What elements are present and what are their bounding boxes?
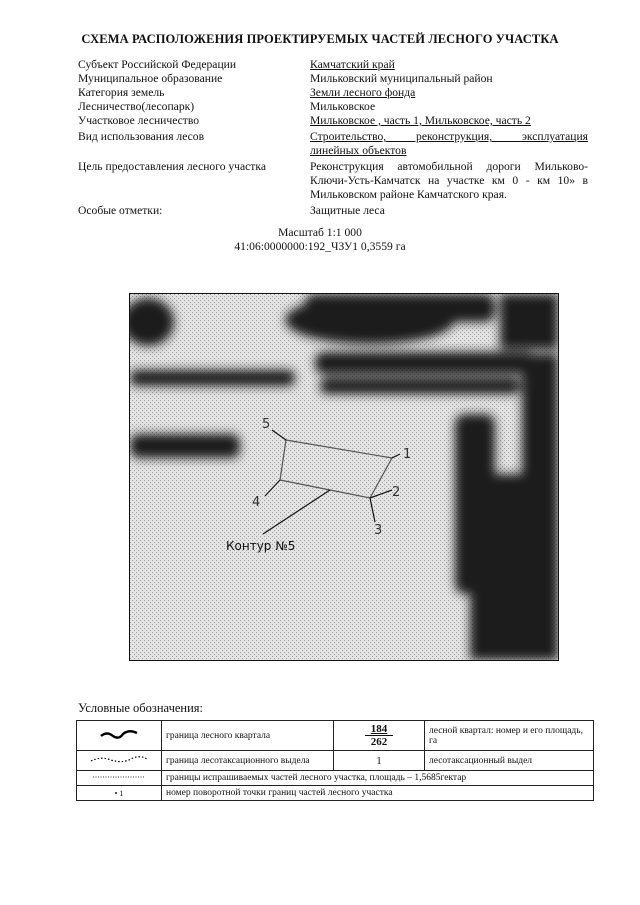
field-value: Реконструкция автомобильной дороги Мильково- [310,160,588,173]
vydel-number: 1 [334,751,425,771]
field-value: Земли лесного фонда [310,86,416,99]
legend-row [77,751,594,771]
scale-block [0,226,640,254]
cadastral-number: 41:06:0000000:192_ЧЗУ1 0,3559 га [234,240,406,253]
legend-row [77,786,594,801]
scale-label: Масштаб 1:1 000 [278,226,362,239]
field-label: Цель предоставления лесного участка [78,160,266,173]
vydel-boundary-icon [77,751,162,771]
legend-desc: лесной квартал: номер и его площадь, га [425,721,594,751]
field-value: Мильковский муниципальный район [310,72,493,85]
legend-text: границы испрашиваемых частей лесного участка, площадь – 1,5685гектар [162,771,594,786]
field-value-line2: линейных объектов [310,144,407,157]
point-label-1: 1 [403,447,412,462]
legend-row [77,771,594,786]
field-label: Категория земель [78,86,165,99]
field-value: Камчатский край [310,58,395,71]
legend-desc: лесотаксационный выдел [425,751,594,771]
point-label-5: 5 [262,417,271,432]
field-value: Мильковское , часть 1, Мильковское, часть 2 [310,114,531,127]
kvartal-number-top: 184 [365,723,394,736]
kvartal-number-bottom: 262 [370,736,388,748]
field-label: Вид использования лесов [78,130,205,143]
field-label: Особые отметки: [78,204,163,217]
field-value: Мильковское [310,100,376,113]
field-label: Субъект Российской Федерации [78,58,237,71]
legend-table [76,720,594,801]
map-frame [129,293,559,661]
legend-text: граница лесотаксационного выдела [162,751,334,771]
point-label-2: 2 [392,485,401,500]
point-label-4: 4 [252,495,261,510]
contour-label: Контур №5 [226,539,296,553]
field-value-line2: Ключи-Усть-Камчатск на участке км 0 - км 10» в [310,174,588,187]
legend-text: граница лесного квартала [162,721,334,751]
field-value: Защитные леса [310,204,385,217]
field-value: Строительство, реконструкция, эксплуатация [310,130,588,143]
legend-text: номер поворотной точки границ частей лесного участка [162,786,594,801]
turn-point-icon: • 1 [77,786,162,801]
field-label: Лесничество(лесопарк) [78,100,195,113]
map-svg [130,294,558,660]
field-label: Муниципальное образование [78,72,223,85]
point-label-3: 3 [374,523,383,538]
kvartal-number [334,721,425,751]
field-value-line3: Мильковском районе Камчатского края. [310,188,507,201]
legend-title: Условные обозначения: [78,701,204,715]
document-title: СХЕМА РАСПОЛОЖЕНИЯ ПРОЕКТИРУЕМЫХ ЧАСТЕЙ ЛЕСНОГО УЧАСТКА [81,32,559,46]
legend-row [77,721,594,751]
field-label: Участковое лесничество [78,114,200,127]
parts-boundary-icon [77,771,162,786]
kvartal-boundary-icon [77,721,162,751]
